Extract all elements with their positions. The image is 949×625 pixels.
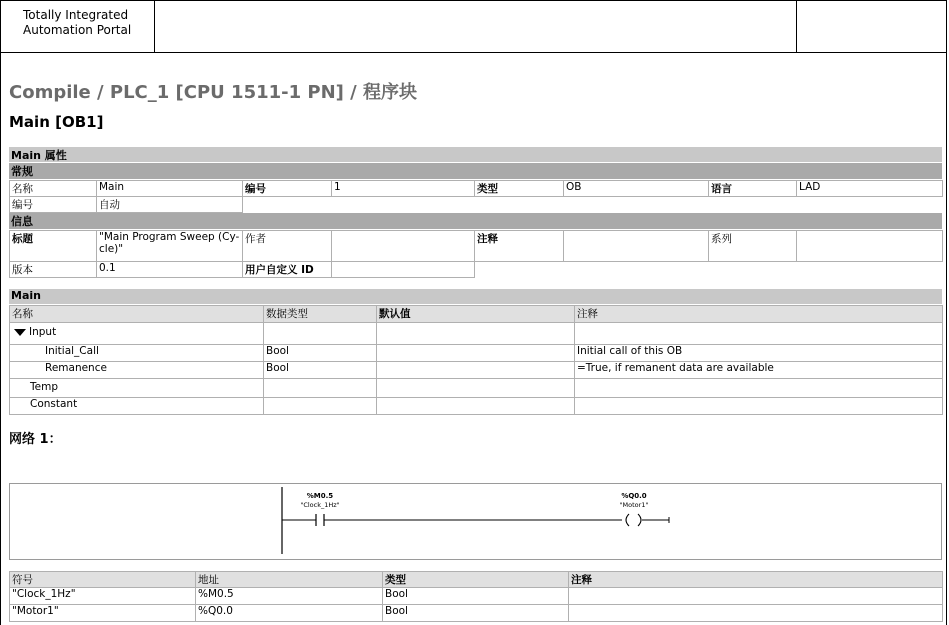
symbols-col-type: 类型 — [383, 572, 569, 588]
symbols-col-address: 地址 — [196, 572, 383, 588]
title-value: "Main Program Sweep (Cy- cle)" — [97, 231, 243, 262]
row-comment — [575, 379, 943, 398]
row-type — [264, 398, 377, 415]
row-type: Bool — [264, 362, 377, 379]
family-value — [797, 231, 943, 262]
row-default — [377, 345, 575, 362]
contact-symbol: "Clock_1Hz" — [300, 501, 340, 509]
interface-col-type: 数据类型 — [264, 306, 377, 323]
symbol-name: "Clock_1Hz" — [10, 588, 196, 605]
row-name: Constant — [10, 398, 264, 415]
row-comment: =True, if remanent data are available — [575, 362, 943, 379]
interface-row-remanence — [10, 362, 943, 379]
symbol-comment — [569, 605, 943, 622]
coil-right-arc — [638, 514, 641, 526]
interface-section-header: Main — [9, 289, 942, 304]
page-title: Compile / PLC_1 [CPU 1511-1 PN] / 程序块 — [9, 82, 417, 103]
coil-symbol: "Motor1" — [619, 501, 649, 509]
title-label: 标题 — [10, 231, 97, 262]
row-comment — [575, 323, 943, 345]
number-value: 1 — [332, 181, 475, 197]
general-subsection-header: 常规 — [9, 163, 942, 179]
symbol-comment — [569, 588, 943, 605]
family-label: 系列 — [709, 231, 797, 262]
symbol-name: "Motor1" — [10, 605, 196, 622]
network-title: 网络 1： — [9, 432, 62, 447]
ladder-diagram — [9, 483, 942, 560]
name-label: 名称 — [10, 181, 97, 197]
portal-logo-text — [1, 1, 155, 52]
general-properties-table — [9, 180, 943, 213]
portal-line-2: Automation Portal — [23, 23, 132, 37]
symbol-address: %M0.5 — [196, 588, 383, 605]
symbol-type: Bool — [383, 588, 569, 605]
userid-label: 用户自定义 ID — [243, 262, 332, 278]
properties-section-header: Main 属性 — [9, 147, 942, 162]
symbol-row — [10, 605, 943, 622]
symbols-table — [9, 571, 943, 622]
row-name: Remanence — [10, 362, 264, 379]
author-label: 作者 — [243, 231, 332, 262]
header-divider — [796, 1, 797, 52]
interface-row-initial-call — [10, 345, 943, 362]
type-label: 类型 — [475, 181, 564, 197]
row-name: Temp — [10, 379, 264, 398]
row-comment: Initial call of this OB — [575, 345, 943, 362]
ladder-svg — [10, 484, 941, 559]
interface-col-name: 名称 — [10, 306, 264, 323]
userid-value — [332, 262, 475, 278]
row-comment — [575, 398, 943, 415]
info-subsection-header: 信息 — [9, 213, 942, 229]
language-value: LAD — [797, 181, 943, 197]
row-type — [264, 379, 377, 398]
portal-line-1: Totally Integrated — [23, 8, 129, 22]
symbols-col-comment: 注释 — [569, 572, 943, 588]
coil-left-arc — [626, 514, 629, 526]
number-label: 编号 — [243, 181, 332, 197]
row-name: Initial_Call — [10, 345, 264, 362]
type-value: OB — [564, 181, 709, 197]
symbols-col-symbol: 符号 — [10, 572, 196, 588]
symbol-address: %Q0.0 — [196, 605, 383, 622]
row-default — [377, 323, 575, 345]
contact-address: %M0.5 — [306, 492, 334, 500]
collapse-triangle-icon[interactable] — [14, 329, 26, 336]
interface-row-temp — [10, 379, 943, 398]
language-label: 语言 — [709, 181, 797, 197]
author-value — [332, 231, 475, 262]
interface-col-comment: 注释 — [575, 306, 943, 323]
symbol-type: Bool — [383, 605, 569, 622]
numbering-label: 编号 — [10, 197, 97, 213]
block-title: Main [OB1] — [9, 113, 104, 131]
interface-row-input — [10, 323, 943, 345]
numbering-value: 自动 — [97, 197, 243, 213]
row-default — [377, 379, 575, 398]
row-type — [264, 323, 377, 345]
interface-row-constant — [10, 398, 943, 415]
interface-col-default: 默认值 — [377, 306, 575, 323]
row-type: Bool — [264, 345, 377, 362]
comment-label: 注释 — [475, 231, 564, 262]
report-header — [0, 0, 947, 53]
coil-address: %Q0.0 — [621, 492, 647, 500]
comment-value — [564, 231, 709, 262]
info-properties-table — [9, 230, 943, 278]
row-default — [377, 398, 575, 415]
interface-table — [9, 305, 943, 415]
row-default — [377, 362, 575, 379]
name-value: Main — [97, 181, 243, 197]
version-label: 版本 — [10, 262, 97, 278]
version-value: 0.1 — [97, 262, 243, 278]
symbol-row — [10, 588, 943, 605]
row-name: Input — [29, 326, 57, 338]
